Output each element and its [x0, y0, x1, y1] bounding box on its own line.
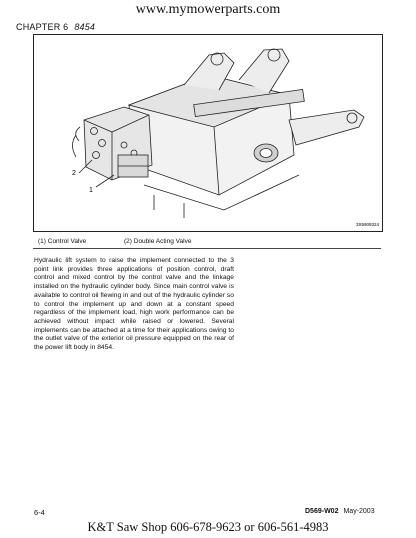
- document-date: May-2003: [343, 508, 375, 515]
- shop-contact-footer: K&T Saw Shop 606-678-9623 or 606-561-4983: [87, 520, 329, 534]
- chapter-title: CHAPTER 6: [16, 22, 69, 32]
- hydraulic-lift-illustration: [34, 35, 382, 231]
- document-code: D569-W02: [305, 508, 339, 515]
- model-number: 8454: [74, 22, 96, 32]
- body-paragraph: Hydraulic lift system to raise the implement connected to the 3 point link provides three applications of position control, draft control and mixed control by the control valve and the linkage installed on the hydraulic cylinder body. Since main control valve is available to control oil flewing in and out of the hydraulic cylinder so to control the implement up and down at a constant speed regardless of the implement load, high work performance can be achieved without impact while raised or lowered. Several implements can be attached at a time for their applications owing to the outlet valve of the exterior oil pressure equipped on the rear of the power lift body in 8454.: [34, 257, 234, 352]
- side-arm: [289, 110, 364, 145]
- caption-double-acting-valve: (2) Double Acting Valve: [124, 238, 192, 245]
- caption-control-valve: (1) Control Valve: [38, 238, 87, 245]
- callout-1: 1: [89, 187, 93, 194]
- document-info: [305, 508, 375, 515]
- page-number: 6-4: [34, 508, 45, 517]
- figure-frame: [33, 34, 383, 232]
- callout-2: 2: [72, 170, 76, 177]
- chapter-header: [16, 22, 95, 32]
- section-divider: [33, 248, 381, 249]
- website-url: www.mymowerparts.com: [135, 2, 281, 17]
- figure-reference-code: 3S5909324: [356, 222, 380, 227]
